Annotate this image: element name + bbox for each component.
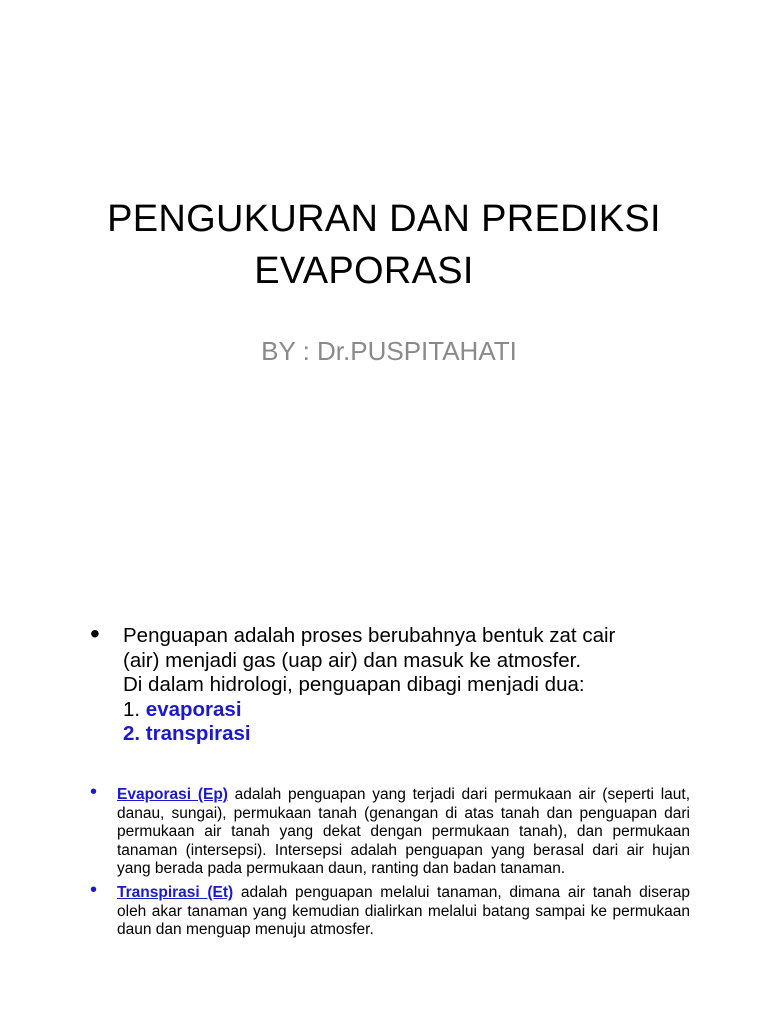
intro-line-1: Penguapan adalah proses berubahnya bentuk zat cair bbox=[123, 624, 616, 647]
definitions-list bbox=[90, 781, 691, 945]
bullet-icon: • bbox=[90, 618, 100, 649]
definition-transpirasi bbox=[90, 878, 690, 940]
intro-bullet bbox=[90, 618, 710, 747]
intro-content bbox=[123, 624, 710, 747]
definition-evaporasi bbox=[90, 781, 691, 879]
bullet-icon: • bbox=[90, 878, 98, 901]
term-evaporasi-link[interactable]: Evaporasi (Ep) bbox=[117, 786, 228, 803]
title-line-1: PENGUKURAN DAN PREDIKSI bbox=[107, 198, 661, 240]
intro-item-2: 2. transpirasi bbox=[123, 722, 251, 745]
intro-item-1 bbox=[123, 698, 710, 723]
term-transpirasi-link[interactable]: Transpirasi (Et) bbox=[117, 883, 234, 901]
author-subtitle: BY : Dr.PUSPITAHATI bbox=[261, 336, 517, 366]
intro-line-3: Di dalam hidrologi, penguapan dibagi menjadi dua: bbox=[123, 673, 585, 696]
page-title bbox=[80, 193, 688, 297]
bullet-icon: • bbox=[90, 781, 98, 803]
intro-item-1-label: evaporasi bbox=[145, 697, 242, 721]
definition-text: adalah penguapan melalui tanaman, dimana air tanah diserap oleh akar tanaman yang kemudian dialirkan melalui batang sampai ke permukaan daun dan menguap menuju atmosfer. bbox=[117, 883, 690, 939]
title-line-2: EVAPORASI bbox=[254, 250, 474, 292]
intro-line-2: (air) menjadi gas (uap air) dan masuk ke atmosfer. bbox=[123, 648, 582, 672]
definition-text: adalah penguapan yang terjadi dari permukaan air (seperti laut, danau, sungai), permukaan tanah (genangan di atas tanah dan penguapan dari permukaan air tanah yang dekat dengan permukaan tanah), dan permukaan tanaman (intersepsi). Intersepsi adalah penguapan yang berasal dari air hujan yang berada pada permukaan daun, ranting dan badan tanaman. bbox=[117, 786, 691, 878]
intro-item-1-number: 1. bbox=[123, 697, 146, 721]
